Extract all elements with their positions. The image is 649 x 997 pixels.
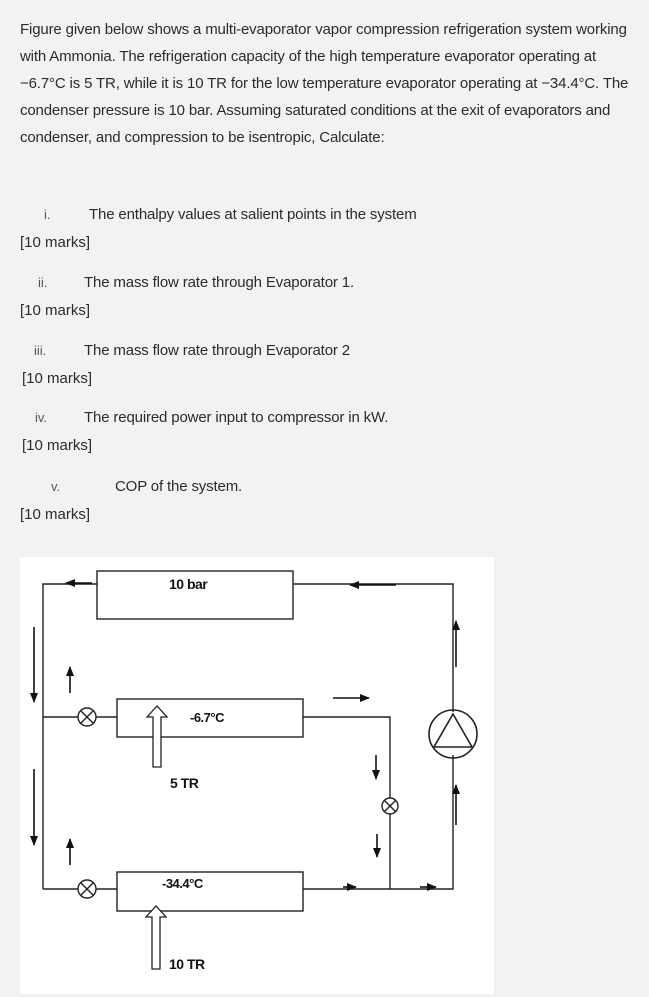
question-2-number: ii.: [38, 275, 48, 290]
back-pressure-valve-icon: [382, 798, 398, 814]
evap-1-outlet: [303, 717, 390, 889]
question-3-marks: [10 marks]: [22, 370, 93, 387]
question-1-text: The enthalpy values at salient points in the system: [89, 206, 417, 223]
compressor-icon: [429, 710, 477, 758]
question-5-marks: [10 marks]: [20, 506, 91, 523]
question-4-number: iv.: [35, 410, 48, 425]
question-2-marks: [10 marks]: [20, 302, 91, 319]
evaporator-1-temp-label: -6.7°C: [190, 710, 224, 725]
condenser-pressure-label: 10 bar: [169, 576, 208, 592]
schematic-drawing: [20, 557, 494, 994]
question-3-text: The mass flow rate through Evaporator 2: [84, 342, 350, 359]
question-2-text: The mass flow rate through Evaporator 1.: [84, 274, 354, 291]
question-4-marks: [10 marks]: [22, 437, 93, 454]
question-1-number: i.: [44, 207, 51, 222]
discharge-line: [293, 584, 453, 712]
problem-statement: [20, 16, 635, 151]
expansion-valve-1-icon: [78, 708, 96, 726]
evaporator-2-box: [117, 872, 303, 911]
evaporator-2-temp-label: -34.4°C: [162, 876, 203, 891]
question-4-text: The required power input to compressor in kW.: [84, 409, 389, 426]
evaporator-1-capacity-label: 5 TR: [170, 775, 199, 791]
suction-line: [303, 755, 453, 889]
question-5-number: v.: [51, 479, 61, 494]
question-1-marks: [10 marks]: [20, 234, 91, 251]
heat-in-arrow-2-icon: [146, 906, 166, 969]
expansion-valve-2-icon: [78, 880, 96, 898]
problem-text: Figure given below shows a multi-evaporator vapor compression refrigeration system working with Ammonia. The refrigeration capacity of the high temperature evaporator operating at −6.7°C is 5 TR, while it is 10 TR for the low temperature evaporator operating at −34.4°C. The condenser pressure is 10 bar. Assuming saturated conditions at the exit of evaporators and condenser, and compression to be isentropic, Calculate:: [20, 21, 629, 146]
refrigeration-schematic: [20, 557, 494, 994]
evaporator-2-capacity-label: 10 TR: [169, 956, 205, 972]
question-5-text: COP of the system.: [115, 478, 243, 495]
question-3-number: iii.: [34, 343, 47, 358]
